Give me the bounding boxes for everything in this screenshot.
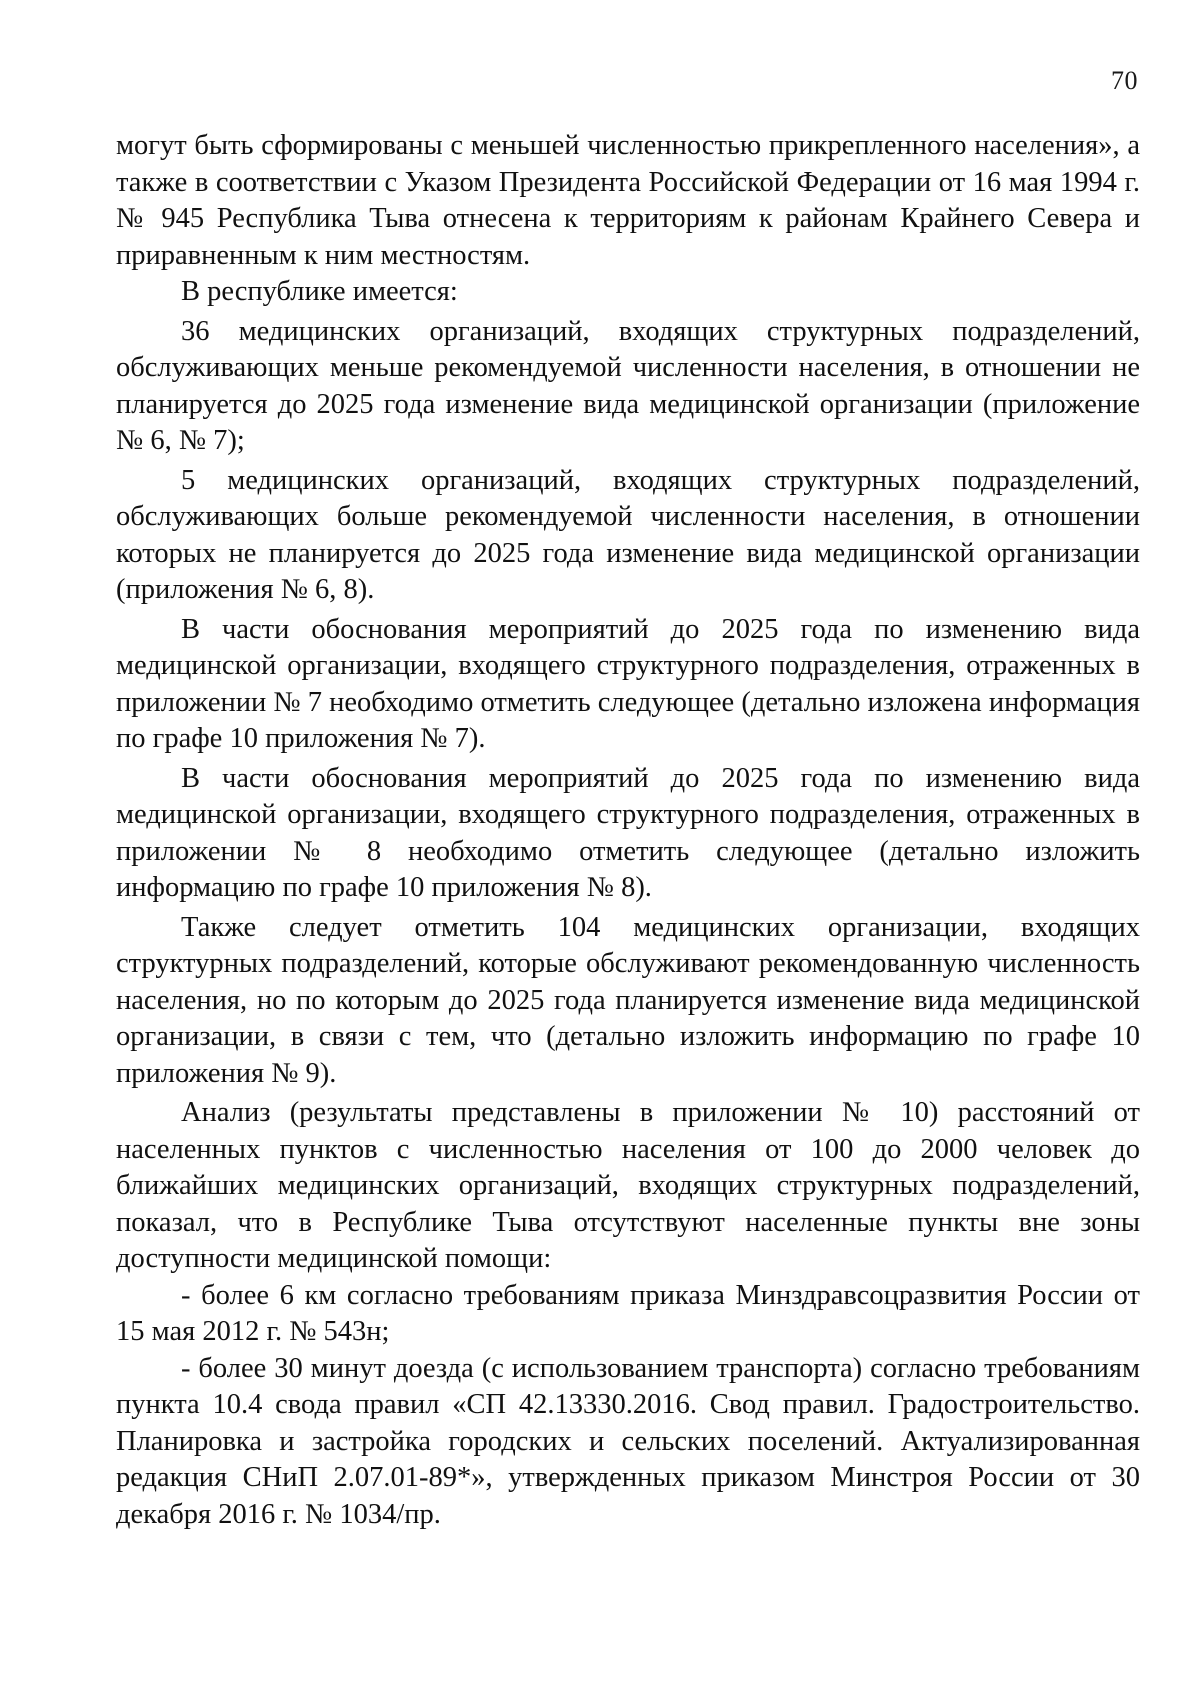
- paragraph-36-organizations: 36 медицинских организаций, входящих структурных подразделений, обслуживающих меньше рекомендуемой численности населения, в отношении не планируется до 2025 года изменение вида медицинской организации (приложение № 6, № 7);: [116, 315, 1140, 456]
- paragraph-intro: В республике имеется:: [181, 276, 458, 307]
- paragraph-analysis: Анализ (результаты представлены в приложении № 10) расстояний от населенных пунктов с численностью населения от 100 до 2000 человек до ближайших медицинских организаций, входящих структурных подразделений, показал, что в Республике Тыва отсутствуют населенные пункты вне зоны доступности медицинской помощи:: [116, 1097, 1140, 1274]
- paragraph-continuation: могут быть сформированы с меньшей численностью прикрепленного населения», а также в соответствии с Указом Президента Российской Федерации от 16 мая 1994 г. № 945 Республика Тыва отнесена к территориям к районам Крайнего Севера и приравненным к ним местностям.: [116, 130, 1140, 271]
- list-item-30min: - более 30 минут доезда (с использованием транспорта) согласно требованиям пункта 10.4 свода правил «СП 42.13330.2016. Свод правил. Градостроительство. Планировка и застройка городских и сельских поселений. Актуализированная редакция СНиП 2.07.01-89*», утвержденных приказом Минстроя России от 30 декабря 2016 г. № 1034/пр.: [116, 1352, 1140, 1530]
- paragraph-104-organizations: Также следует отметить 104 медицинских организации, входящих структурных подразделений, которые обслуживают рекомендованную численность населения, но по которым до 2025 года планируется изменение вида медицинской организации, в связи с тем, что (детально изложить информацию по графе 10 приложения № 9).: [116, 911, 1140, 1089]
- paragraph-annex-8: В части обоснования мероприятий до 2025 года по изменению вида медицинской организации, входящего структурного подразделения, отраженных в приложении № 8 необходимо отметить следующее (детально изложить информацию по графе 10 приложения № 8).: [116, 762, 1140, 903]
- paragraph-annex-7: В части обоснования мероприятий до 2025 года по изменению вида медицинской организации, входящего структурного подразделения, отраженных в приложении № 7 необходимо отметить следующее (детально изложена информация по графе 10 приложения № 7).: [116, 613, 1140, 754]
- document-body: [116, 128, 1140, 1533]
- list-item-6km: - более 6 км согласно требованиям приказа Минздравсоцразвития России от 15 мая 2012 г. № 543н;: [116, 1279, 1140, 1347]
- paragraph-5-organizations: 5 медицинских организаций, входящих структурных подразделений, обслуживающих больше рекомендуемой численности населения, в отношении которых не планируется до 2025 года изменение вида медицинской организации (приложения № 6, 8).: [116, 464, 1140, 605]
- page-number: 70: [1111, 66, 1138, 95]
